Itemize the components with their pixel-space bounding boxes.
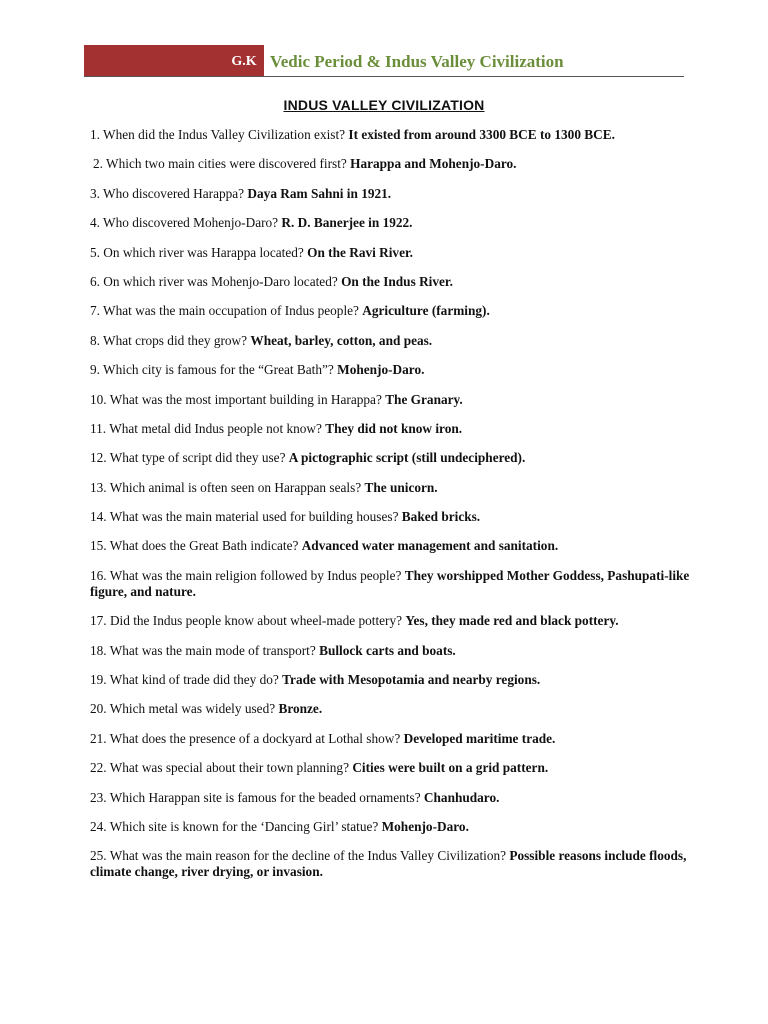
qa-item [90,643,690,659]
answer-text: Baked bricks. [401,509,481,525]
question-text: 10. What was the most important building in Harappa? [90,391,382,407]
answer-text: Wheat, barley, cotton, and peas. [250,332,433,348]
question-text: 22. What was special about their town planning? [90,760,349,776]
qa-item [90,672,690,688]
question-text: 18. What was the main mode of transport? [90,642,316,658]
question-text: 9. Which city is famous for the “Great Bath”? [90,362,334,378]
qa-item [90,362,690,378]
answer-text: Chanhudaro. [423,789,500,805]
qa-item [90,731,690,747]
question-text: 1. When did the Indus Valley Civilization exist? [90,127,346,142]
qa-item [90,819,690,835]
answer-text: Yes, they made red and black pottery. [405,613,619,629]
qa-item [90,568,690,600]
question-text: 23. Which Harappan site is famous for the beaded ornaments? [90,789,421,805]
qa-item [90,127,690,143]
qa-item [90,760,690,776]
question-text: 21. What does the presence of a dockyard at Lothal show? [90,730,401,746]
answer-text: Mohenjo-Daro. [381,818,469,834]
answer-text: Agriculture (farming). [362,303,490,319]
answer-text: Daya Ram Sahni in 1921. [247,185,392,201]
question-text: 15. What does the Great Bath indicate? [90,538,299,554]
answer-text: R. D. Banerjee in 1922. [281,215,413,231]
qa-item [90,848,690,880]
qa-item [90,790,690,806]
qa-item [90,701,690,717]
answer-text: The Granary. [385,391,463,407]
qa-item [90,421,690,437]
document-title: INDUS VALLEY CIVILIZATION [283,97,485,113]
question-text: 24. Which site is known for the ‘Dancing Girl’ statue? [90,818,379,834]
question-text: 16. What was the main religion followed by Indus people? [90,567,402,583]
question-text: 2. Which two main cities were discovered first? [93,156,347,172]
question-text: 6. On which river was Mohenjo-Daro located? [90,273,338,289]
question-text: 19. What kind of trade did they do? [90,672,279,688]
question-text: 4. Who discovered Mohenjo-Daro? [90,215,279,231]
qa-item [90,303,690,319]
answer-text: Cities were built on a grid pattern. [352,760,549,776]
header-tag: G.K [231,54,257,69]
answer-text: Bullock carts and boats. [319,642,456,658]
question-text: 25. What was the main reason for the decline of the Indus Valley Civilization? [90,848,507,864]
answer-text: The unicorn. [364,479,438,495]
answer-text: Mohenjo-Daro. [337,362,425,378]
answer-text: It existed from around 3300 BCE to 1300 BCE. [348,127,615,142]
answer-text: Trade with Mesopotamia and nearby regions. [282,672,541,688]
qa-item [90,480,690,496]
answer-text: Harappa and Mohenjo-Daro. [350,156,517,172]
question-text: 12. What type of script did they use? [90,450,286,466]
question-text: 11. What metal did Indus people not know? [90,420,322,436]
answer-text: On the Ravi River. [307,244,413,260]
qa-item [90,613,690,629]
header-divider [84,76,684,77]
qa-item [90,333,690,349]
answer-text: Possible reasons include floods, climate change, river drying, or invasion. [90,848,687,880]
qa-item [90,215,690,231]
qa-item [90,509,690,525]
answer-text: Bronze. [278,701,323,717]
question-text: 3. Who discovered Harappa? [90,185,245,201]
answer-text: They did not know iron. [325,420,463,436]
question-text: 8. What crops did they grow? [90,332,248,348]
question-text: 20. Which metal was widely used? [90,701,276,717]
qa-item [90,156,690,172]
qa-item [90,450,690,466]
question-list [90,127,690,894]
question-text: 13. Which animal is often seen on Harappan seals? [90,479,362,495]
qa-item [90,392,690,408]
question-text: 14. What was the main material used for building houses? [90,509,399,525]
qa-item [90,274,690,290]
page-header [84,45,684,77]
answer-text: Developed maritime trade. [403,730,556,746]
qa-item [90,186,690,202]
answer-text: Advanced water management and sanitation. [301,538,559,554]
answer-text: A pictographic script (still undeciphered). [288,450,526,466]
answer-text: They worshipped Mother Goddess, Pashupati-like figure, and nature. [90,567,690,599]
question-text: 5. On which river was Harappa located? [90,244,304,260]
question-text: 7. What was the main occupation of Indus people? [90,303,359,319]
qa-item [90,538,690,554]
header-title: Vedic Period & Indus Valley Civilization [270,52,564,71]
answer-text: On the Indus River. [341,273,453,289]
question-text: 17. Did the Indus people know about wheel-made pottery? [90,613,403,629]
qa-item [90,245,690,261]
